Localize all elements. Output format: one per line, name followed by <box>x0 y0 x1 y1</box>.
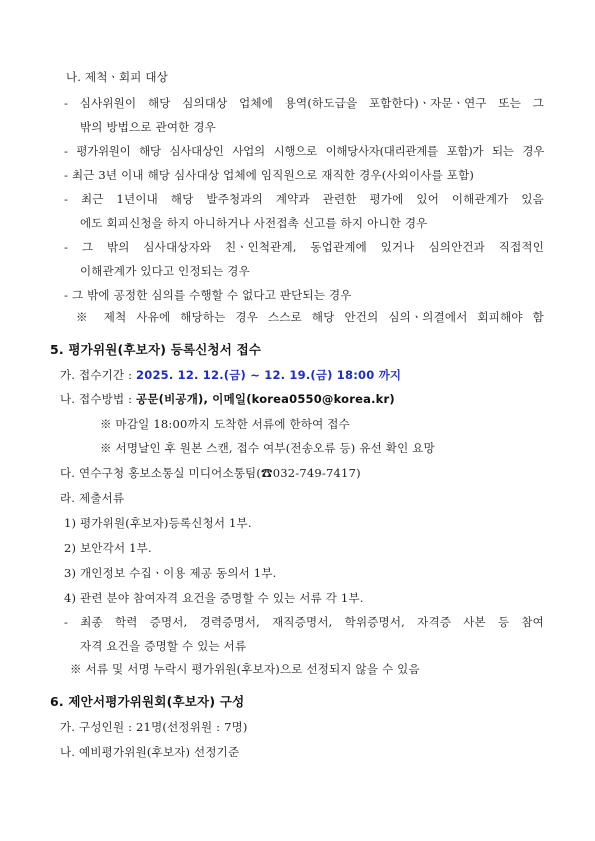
list-item: 자격 요건을 증명할 수 있는 서류 <box>80 639 247 653</box>
list-item: - 심사위원이 해당 심의대상 업체에 용역(하도급을 포함한다)ㆍ자문ㆍ연구 또는 그 <box>64 96 544 110</box>
list-item: - 그 밖의 심사대상자와 친ㆍ인척관계, 동업관계에 있거나 심의안건과 직접적인 <box>64 240 544 254</box>
list-item: - 최종 학력 증명서, 경력증명서, 재직증명서, 학위증명서, 자격증 사본 등 참여 <box>64 615 544 629</box>
list-item: - 평가위원이 해당 심사대상인 사업의 시행으로 이해당사자(대리관계를 포함)가 되는 경우 <box>64 144 544 158</box>
note: ※ 제척 사유에 해당하는 경우 스스로 해당 안건의 심의ㆍ의결에서 회피해야 함 <box>76 310 544 324</box>
list-item: 4) 관련 분야 참여자격 요건을 증명할 수 있는 서류 각 1부. <box>64 591 364 605</box>
note: ※ 마감일 18:00까지 도착한 서류에 한하여 접수 <box>100 417 350 431</box>
method-label: 나. 접수방법 : <box>60 392 133 406</box>
list-item: - 그 밖에 공정한 심의를 수행할 수 없다고 판단되는 경우 <box>64 288 352 302</box>
list-item: - 최근 1년이내 해당 발주청과의 계약과 관련한 평가에 있어 이해관계가 있음 <box>64 192 544 206</box>
period-row <box>60 367 401 383</box>
section6-title: 6. 제안서평가위원회(후보자) 구성 <box>50 694 245 709</box>
method-row <box>60 391 395 407</box>
docs-title: 라. 제출서류 <box>60 491 125 505</box>
period-label: 가. 접수기간 : <box>60 368 133 382</box>
section4-subtitle: 나. 제척ㆍ회피 대상 <box>66 70 169 84</box>
list-item: 3) 개인정보 수집ㆍ이용 제공 동의서 1부. <box>64 566 277 580</box>
list-item: 2) 보안각서 1부. <box>64 541 152 555</box>
list-item: 이해관계가 있다고 인정되는 경우 <box>80 264 250 278</box>
note: ※ 서명날인 후 원본 스캔, 접수 여부(전송오류 등) 유선 확인 요망 <box>100 441 435 455</box>
list-item: 에도 회피신청을 하지 아니하거나 사전접촉 신고를 하지 아니한 경우 <box>80 216 428 230</box>
method-value: 공문(비공개), 이메일(korea0550@korea.kr) <box>136 392 395 406</box>
section5-title: 5. 평가위원(후보자) 등록신청서 접수 <box>50 342 262 357</box>
list-item: 1) 평가위원(후보자)등록신청서 1부. <box>64 516 252 530</box>
note: ※ 서류 및 서명 누락시 평가위원(후보자)으로 선정되지 않을 수 있음 <box>70 662 420 676</box>
contact-line: 다. 연수구청 홍보소통실 미디어소통팀(☎032-749-7417) <box>60 466 361 480</box>
members-line: 가. 구성인원 : 21명(선정위원 : 7명) <box>60 720 248 734</box>
period-value: 2025. 12. 12.(금) ~ 12. 19.(금) 18:00 까지 <box>136 368 402 382</box>
criteria-line: 나. 예비평가위원(후보자) 선정기준 <box>60 745 240 759</box>
list-item: 밖의 방법으로 관여한 경우 <box>80 120 216 134</box>
list-item: - 최근 3년 이내 해당 심사대상 업체에 임직원으로 재직한 경우(사외이사를 포함) <box>64 168 475 182</box>
